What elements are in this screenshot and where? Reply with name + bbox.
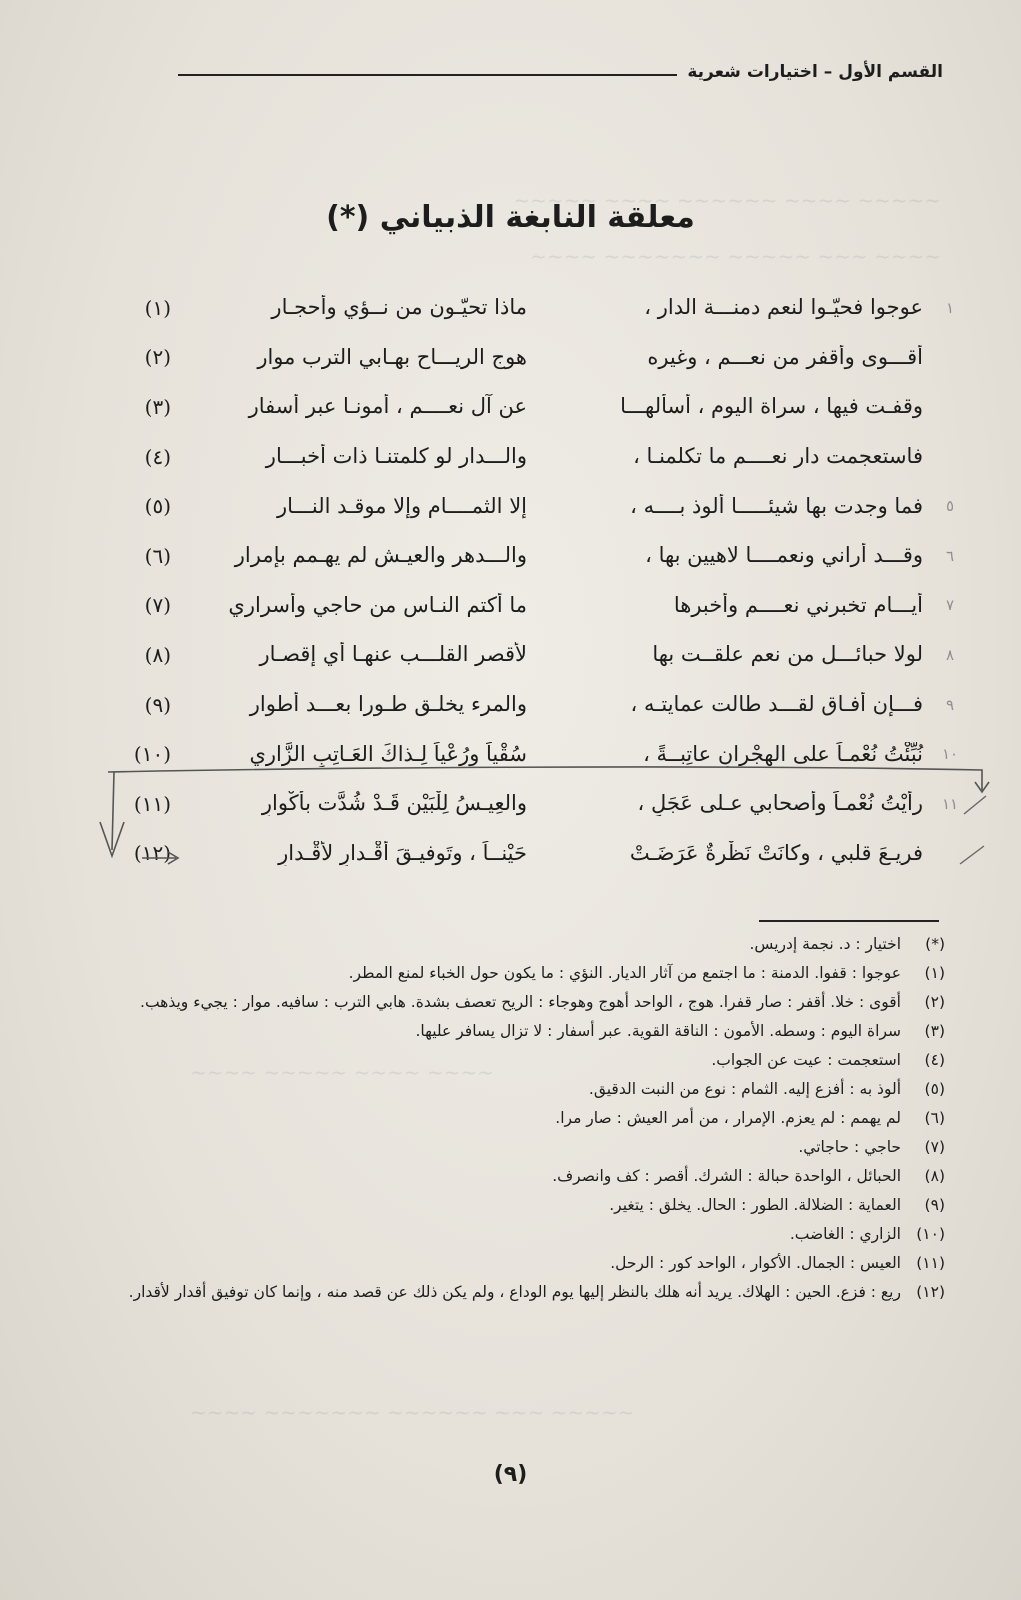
footnote (113, 1278, 945, 1307)
footnote (113, 930, 945, 959)
verse-second-hemistich: والمرء يخلـق طـورا بعـــد أطوار (249, 691, 527, 716)
verse-first-hemistich: أقـــوى وأقفر من نعـــم ، وغيره (647, 344, 923, 369)
verse-first-hemistich: فريـعَ قلبي ، وكانَتْ نَظْرةٌ عَرَضَـتْ (629, 840, 923, 865)
footnote-text: لم يهمم : لم يعزم. الإمرار ، من أمر العيش : صار مرا. (555, 1109, 901, 1127)
verse-number: (٥) (144, 494, 171, 519)
footnote-text: عوجوا : قفوا. الدمنة : ما اجتمع من آثار الديار. النؤي : ما يكون حول الخباء لمنع المطر. (348, 964, 901, 982)
footnote-text: ألوذ به : أفزع إليه. الثمام : نوع من النبت الدقيق. (588, 1080, 901, 1098)
footnote-text: ريع : فزع. الحين : الهلاك. يريد أنه هلك بالنظر إليها يوم الوداع ، ولم يكن ذلك عن قصد منه ، وإنما كان توفيق أقدار لأقدار. (128, 1283, 901, 1301)
verse-second-hemistich: حَيْنــاً ، وتَوفيـقَ أقْـدارٍ لأقْـدارِ (278, 840, 527, 865)
footnote-text: الحبائل ، الواحدة حبالة : الشرك. أقصر : كف وانصرف. (552, 1167, 901, 1185)
verse-number: (٤) (144, 444, 171, 469)
margin-number: ١ (945, 298, 955, 317)
footnote (113, 1220, 945, 1249)
footnote (113, 1133, 945, 1162)
verse-row (56, 829, 961, 879)
footnotes (113, 930, 945, 1307)
margin-number: ٧ (945, 596, 955, 615)
verse-row (56, 729, 961, 779)
verse-row (56, 630, 961, 680)
footnote (113, 1075, 945, 1104)
margin-number: ٦ (945, 546, 955, 565)
verse-row (56, 531, 961, 581)
verse-number: (٩) (144, 692, 171, 717)
verse-number: (٢) (144, 345, 171, 370)
bleed-through-text: ~~~~ ~~~ ~~~~~ ~~~~~~~ ~~~~ (530, 244, 941, 268)
bleed-through-text: ~~~~ ~~~~ ~~~~~ ~~~~ (190, 1060, 494, 1084)
margin-number: ٩ (945, 695, 955, 714)
verse-first-hemistich: نُبِّئْتُ نُعْمـاً على الهِجْرانِ عاتِبــةً ، (643, 741, 923, 766)
verse-second-hemistich: عن آل نعــــم ، أمونـا عبر أسفار (248, 394, 527, 419)
footnote-number: (١٢) (916, 1283, 945, 1301)
footnote-number: (٤) (924, 1051, 945, 1069)
verse-row (56, 283, 961, 333)
footnote (113, 959, 945, 988)
footnote-text: استعجمت : عيت عن الجواب. (711, 1051, 901, 1069)
footnote-number: (٩) (924, 1196, 945, 1214)
verse-row (56, 779, 961, 829)
verse-row (56, 581, 961, 631)
verse-number: (٨) (144, 642, 171, 667)
footnote-number: (٣) (924, 1022, 945, 1040)
footnote (113, 1162, 945, 1191)
verse-second-hemistich: والعِيـسُ لِلْبَيْنِ قَـدْ شُدَّت بأكْوارِ (261, 791, 527, 816)
footnote-number: (١٠) (916, 1225, 945, 1243)
verse-second-hemistich: لأقصر القلـــب عنهـا أي إقصـار (259, 642, 527, 667)
bleed-through-text: ~~~~~ ~~~~ ~~~~~~ ~~~~ ~~~~~ (513, 188, 941, 212)
footnote-text: حاجي : حاجاتي. (798, 1138, 901, 1156)
footnote-number: (٦) (924, 1109, 945, 1127)
footnote (113, 988, 945, 1017)
footnote-number: (٨) (924, 1167, 945, 1185)
verse-number: (١٢) (133, 841, 171, 866)
page-number: (٩) (493, 1462, 528, 1487)
verse-second-hemistich: والـــدهر والعيـش لم يهـمم بإمرار (234, 543, 527, 568)
header-rule (178, 74, 677, 76)
section-title: القسم الأول – اختيارات شعرية (687, 62, 943, 82)
verse-first-hemistich: وقـــد أراني ونعمــــا لاهيين بها ، (645, 543, 923, 568)
poem-title: معلقة النابغة الذبياني (*) (326, 200, 695, 235)
verse-row (56, 333, 961, 383)
footnote-number: (٥) (924, 1080, 945, 1098)
footnote (113, 1104, 945, 1133)
margin-number: ١١ (941, 794, 959, 813)
footnote-number: (٧) (924, 1138, 945, 1156)
footnote-number: (١١) (916, 1254, 945, 1272)
verse-first-hemistich: رأيْتُ نُعْمـاً وأصحابي عـلى عَجَلٍ ، (637, 791, 923, 816)
verse-first-hemistich: فاستعجمت دار نعــــم ما تكلمنـا ، (633, 443, 923, 468)
verse-number: (١٠) (133, 742, 171, 767)
verse-number: (١) (144, 295, 171, 320)
footnote (113, 1046, 945, 1075)
verse-number: (٦) (144, 543, 171, 568)
verse-second-hemistich: سُقْياً ورُعْياً لِـذاكَ العَـاتِبِ الزَّاري (249, 741, 527, 766)
verse-number: (٧) (144, 593, 171, 618)
margin-number: ٨ (945, 645, 955, 664)
verse-second-hemistich: هوج الريـــاح بهـابي الترب موار (257, 344, 527, 369)
verse-first-hemistich: أيـــام تخبرني نعــــم وأخبرها (673, 592, 923, 617)
verse-row (56, 382, 961, 432)
footnote-number: (*) (925, 935, 945, 953)
verse-row (56, 481, 961, 531)
footnote (113, 1191, 945, 1220)
verse-second-hemistich: ماذا تحيّـون من نــؤي وأحجـار (271, 295, 527, 320)
footnote-text: اختيار : د. نجمة إدريس. (749, 935, 901, 953)
footnote-text: أقوى : خلا. أقفر : صار قفرا. هوج ، الواحد أهوج وهوجاء : الريح تعصف بشدة. هابي الترب : سافيه. موار : يجيء ويذهب. (140, 993, 901, 1011)
verse-number: (١١) (133, 791, 171, 816)
footnote (113, 1017, 945, 1046)
footnote-text: العيس : الجمال. الأكوار ، الواحد كور : الرحل. (610, 1254, 901, 1272)
verse-first-hemistich: فـــإن أفـاق لقـــد طالت عمايتـه ، (630, 691, 923, 716)
verse-first-hemistich: وقفـت فيها ، سراة اليوم ، أسألهـــا (620, 394, 923, 419)
footnote-rule (759, 920, 939, 922)
footnote-text: سراة اليوم : وسطه. الأمون : الناقة القوية. عبر أسفار : لا تزال يسافر عليها. (415, 1022, 901, 1040)
verse-first-hemistich: عوجوا فحيّـوا لنعم دمنـــة الدار ، (644, 295, 923, 320)
bleed-through-text: ~~~~~ ~~~ ~~~~~~ ~~~~~~~ ~~~~ (190, 1400, 635, 1424)
running-header (178, 62, 943, 82)
margin-number: ١٠ (941, 745, 959, 764)
footnote (113, 1249, 945, 1278)
verse-row (56, 432, 961, 482)
verse-first-hemistich: فما وجدت بها شيئـــــا ألوذ بــــه ، (630, 493, 923, 518)
verse-second-hemistich: والـــدار لو كلمتنـا ذات أخبـــار (265, 443, 527, 468)
poem (56, 283, 961, 878)
footnote-text: العماية : الضلالة. الطور : الحال. يخلق : يتغير. (609, 1196, 901, 1214)
footnote-text: الزاري : الغاضب. (789, 1225, 901, 1243)
margin-number: ٥ (945, 497, 955, 516)
verse-second-hemistich: إلا الثمــــام وإلا موقـد النـــار (276, 493, 527, 518)
verse-row (56, 680, 961, 730)
footnote-number: (١) (924, 964, 945, 982)
verse-second-hemistich: ما أكتم النـاس من حاجي وأسراري (228, 592, 527, 617)
verse-first-hemistich: لولا حبائـــل من نعم علقــت بها (652, 642, 923, 667)
footnote-number: (٢) (924, 993, 945, 1011)
verse-number: (٣) (144, 394, 171, 419)
